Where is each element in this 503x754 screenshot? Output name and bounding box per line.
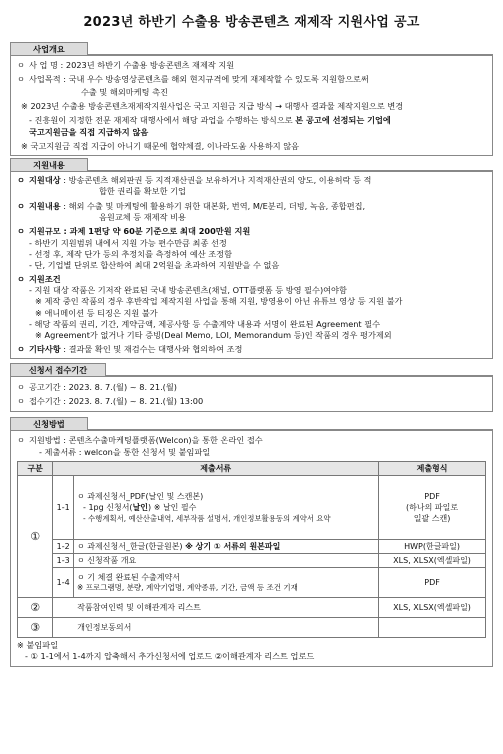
section-label: 신청서 접수기간	[10, 363, 106, 376]
item-key: 기타사항	[29, 343, 61, 354]
section-label: 신청방법	[10, 417, 88, 430]
documents-table	[17, 461, 486, 638]
note-emphasis: 본 공고에 선정되는 기업에	[295, 115, 391, 126]
doc-cell: 작품참여인력 및 이해관계자 리스트	[53, 598, 379, 618]
doc-item: ㅇ 과제신청서_PDF(날인 및 스캔본)	[77, 492, 204, 502]
table-row	[18, 618, 486, 638]
item-purpose	[17, 74, 486, 85]
item-text: : 해외 수출 및 마케팅에 활용하기 위한 대본화, 번역, M/E분리, 더빙, 녹음, 종합편집,	[60, 200, 366, 211]
doc-emph: ※ 상기 ① 서류의 원본파일	[185, 542, 281, 552]
row-no: 1-3	[53, 554, 74, 568]
item-method	[17, 435, 486, 446]
item-target	[17, 175, 486, 186]
item-key: 지원내용	[29, 200, 61, 211]
section-label: 지원내용	[10, 158, 88, 171]
section-header-overview	[10, 42, 493, 55]
item-receipt-period	[17, 396, 486, 407]
divider	[88, 158, 493, 171]
group-cell: ③	[18, 618, 53, 638]
table-row	[18, 554, 486, 568]
format-cell: PDF	[379, 568, 486, 598]
section-header-period	[10, 363, 493, 376]
bullet: ㅇ	[17, 273, 25, 284]
note-text: - 진흥원이 지정한 전문 재제작 대행사에서 해당 과업을 수행하는 방식으로	[29, 115, 296, 126]
row-no: 1-4	[53, 568, 74, 598]
item-content	[17, 201, 486, 212]
item-text: : 방송콘텐츠 해외판권 등 지적재산권을 보유하거나 지적재산권의 양도, 이용허락 등 적	[60, 175, 372, 186]
section-period	[10, 376, 493, 413]
col-header: 제출형식	[379, 462, 486, 476]
bullet: ㅇ	[17, 59, 25, 70]
bullet: ㅇ	[17, 435, 25, 446]
item-etc	[17, 344, 486, 355]
item-scale	[17, 226, 486, 237]
row-no: 1-1	[53, 476, 74, 540]
sub-item: - 선정 후, 제작 단가 등의 추정치를 측정하여 예산 조정함	[29, 249, 232, 259]
table-row	[18, 568, 486, 598]
group-cell: ②	[18, 598, 53, 618]
section-method	[10, 430, 493, 666]
item-text-cont: 음원교체 등 재제작 비용	[99, 212, 186, 223]
table-row	[18, 476, 486, 540]
item-text-cont: 수출 및 해외마케팅 촉진	[81, 86, 168, 97]
divider	[88, 417, 493, 430]
group-cell: ①	[18, 476, 53, 598]
format-cell: XLS, XLSX(엑셀파일)	[379, 598, 486, 618]
bullet: ㅇ	[17, 226, 25, 237]
doc-sub-text: - 1pg 신청서(	[83, 503, 133, 513]
item-key: 지원대상	[29, 175, 61, 186]
doc-cell: ㅇ 신청작품 개요	[74, 554, 379, 568]
doc-item: ㅇ 과제신청서_한글(한글원본)	[77, 542, 186, 552]
bullet: ㅇ	[17, 175, 25, 186]
item-text-cont: 합한 권리를 확보한 기업	[99, 186, 186, 197]
section-support	[10, 171, 493, 359]
sub-note: ※ Agreement가 없거나 기타 증빙(Deal Memo, LOI, Memorandum 등)인 작품의 경우 평가제외	[35, 330, 392, 341]
doc-item: ㅇ 기 체결 완료된 수출계약서	[77, 572, 180, 582]
doc-sub	[77, 502, 375, 513]
doc-sub-emph: 날인	[132, 503, 149, 513]
format-cell: HWP(한글파일)	[379, 540, 486, 554]
sub-note: ※ 애니메이션 등 티징은 지원 불가	[35, 307, 158, 318]
sub-item: - 지원 대상 작품은 기저작 완료된 국내 방송콘텐츠(채널, OTT플랫폼 등 방영 필수)여야함	[29, 284, 347, 295]
col-header: 구분	[18, 462, 53, 476]
sub-item: - 제출서류 : welcon을 통한 신청서 및 붙임파일	[39, 446, 211, 457]
doc-sub: - 수행계획서, 예산산출내역, 세부작품 설명서, 개인정보활용동의 계약서 요약	[83, 513, 331, 523]
bullet: ㅇ	[17, 396, 25, 407]
item-conditions	[17, 274, 486, 285]
note: ※ 2023년 수출용 방송콘텐츠재제작지원사업은 국고 지원금 지급 방식 → 대행사 결과물 제작지원으로 변경	[21, 100, 404, 111]
bullet: ㅇ	[17, 200, 25, 211]
item-notice-period	[17, 382, 486, 393]
item-business-name	[17, 60, 486, 71]
row-no: 1-2	[53, 540, 74, 554]
item-text: 접수기간 : 2023. 8. 7.(월) ~ 8. 21.(월) 13:00	[29, 396, 204, 407]
doc-cell	[74, 568, 379, 598]
format-cell	[379, 618, 486, 638]
section-overview	[10, 55, 493, 156]
section-label: 사업개요	[10, 42, 88, 55]
item-text: 사 업 명 : 2023년 하반기 수출용 방송콘텐츠 재제작 지원	[29, 59, 235, 70]
item-text: 지원조건	[29, 273, 61, 284]
doc-cell	[74, 476, 379, 540]
section-header-support	[10, 158, 493, 171]
page-title: 2023년 하반기 수출용 방송콘텐츠 재제작 지원사업 공고	[83, 15, 420, 30]
note-detail	[17, 115, 486, 126]
bullet: ㅇ	[17, 74, 25, 85]
doc-sub-text: ) ※ 날인 필수	[148, 503, 197, 513]
sub-item: - 하반기 지원범위 내에서 지원 가능 편수만큼 최종 선정	[29, 237, 227, 248]
sub-item: - 단, 기업별 단위로 합산하여 최대 2억원을 초과하여 지원받을 수 없음	[29, 260, 280, 271]
table-header-row	[18, 462, 486, 476]
doc-sub: ※ 프로그램명, 분량, 계약기업명, 계약종류, 기간, 금액 등 조건 기재	[77, 583, 298, 592]
item-text: : 결과물 확인 및 재검수는 대행사와 협의하여 조정	[60, 343, 243, 354]
attachment-detail: - ① 1-1에서 1-4까지 압축해서 추가신청서에 업로드 ②이해관계자 리스트 업로드	[25, 651, 315, 662]
item-text: 공고기간 : 2023. 8. 7.(월) ~ 8. 21.(월)	[29, 381, 177, 392]
note-emphasis-cont: 국고지원금을 직접 지급하지 않음	[29, 126, 149, 137]
divider	[106, 363, 493, 376]
doc-cell: 개인정보동의서	[53, 618, 379, 638]
doc-cell	[74, 540, 379, 554]
sub-item: - 해당 작품의 권리, 기간, 계약금액, 제공사항 등 수출계약 내용과 서명이 완료된 Agreement 필수	[29, 318, 381, 329]
bullet: ㅇ	[17, 343, 25, 354]
col-header: 제출서류	[53, 462, 379, 476]
item-text: 사업목적 : 국내 우수 방송영상콘텐츠를 해외 현지규격에 맞게 재제작할 수 있도록 지원함으로써	[29, 74, 369, 85]
table-row	[18, 540, 486, 554]
item-text: 지원규모 : 과제 1편당 약 60분 기준으로 최대 200만원 지원	[29, 226, 251, 237]
format-cell: PDF (하나의 파일로 일괄 스캔)	[379, 476, 486, 540]
bullet: ㅇ	[17, 381, 25, 392]
table-row	[18, 598, 486, 618]
note: ※ 국고지원금 직접 지급이 아니기 때문에 협약체결, 이나라도움 사용하지 않음	[21, 140, 300, 151]
item-text: 지원방법 : 콘텐츠수출마케팅플랫폼(Welcon)을 통한 온라인 접수	[29, 435, 263, 446]
section-header-method	[10, 417, 493, 430]
format-cell: XLS, XLSX(엑셀파일)	[379, 554, 486, 568]
divider	[88, 42, 493, 55]
attachment-note: ※ 붙임파일	[17, 640, 59, 651]
sub-note: ※ 제작 중인 작품의 경우 후반작업 제작지원 사업을 통해 지원, 방영용이 아닌 유튜브 영상 등 지원 불가	[35, 296, 403, 307]
